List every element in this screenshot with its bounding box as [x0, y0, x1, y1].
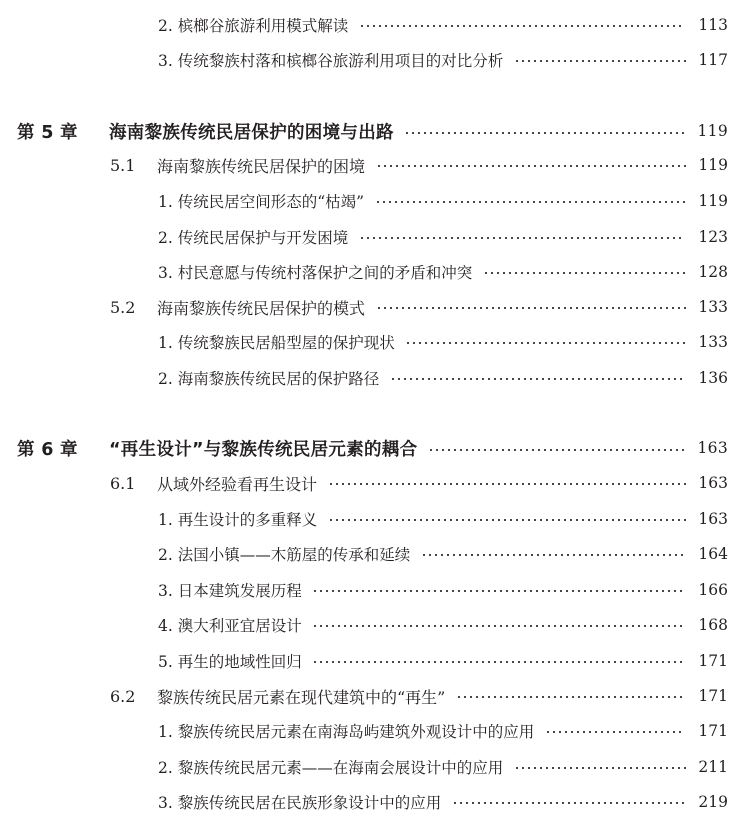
toc-section-5-1[interactable] — [0, 150, 750, 180]
toc-page-number: 211 — [698, 758, 728, 776]
toc-page-number: 163 — [698, 510, 728, 528]
toc-page-number: 119 — [698, 192, 728, 210]
section-number: 5.2 — [110, 297, 136, 317]
toc-page-number: 219 — [698, 793, 728, 811]
toc-leader — [452, 802, 686, 804]
toc-page-number: 119 — [698, 156, 728, 174]
toc-item-title: 2. 黎族传统民居元素——在海南会展设计中的应用 — [158, 759, 504, 777]
toc-page-number: 117 — [698, 51, 728, 69]
toc-item-title: 2. 传统民居保护与开发困境 — [158, 229, 349, 247]
toc-item-title: 3. 黎族传统民居在民族形象设计中的应用 — [158, 794, 442, 812]
toc-item-title: 3. 传统黎族村落和槟榔谷旅游利用项目的对比分析 — [158, 52, 504, 70]
section-number: 5.1 — [110, 155, 136, 175]
toc-leader — [514, 60, 688, 62]
toc-section-6-2[interactable] — [0, 681, 750, 711]
toc-item-title: 1. 传统黎族民居船型屋的保护现状 — [158, 334, 395, 352]
toc-item[interactable] — [0, 787, 750, 817]
toc-item-title: 1. 黎族传统民居元素在南海岛屿建筑外观设计中的应用 — [158, 723, 535, 741]
toc-leader — [405, 342, 687, 344]
toc-item[interactable] — [0, 504, 750, 534]
toc-leader — [312, 590, 684, 592]
toc-leader — [375, 201, 687, 203]
toc-page-number: 163 — [698, 474, 728, 492]
toc-item[interactable] — [0, 222, 750, 252]
toc-page-number: 171 — [698, 687, 728, 705]
section-number: 6.1 — [110, 473, 136, 493]
toc-leader — [404, 132, 686, 134]
toc-leader — [312, 625, 684, 627]
toc-chapter-6[interactable] — [0, 433, 750, 463]
toc-page-number: 128 — [698, 263, 728, 281]
toc-item[interactable] — [0, 327, 750, 357]
toc-item-title: 4. 澳大利亚宜居设计 — [158, 617, 302, 635]
toc-item[interactable] — [0, 10, 750, 40]
section-title: 黎族传统民居元素在现代建筑中的“再生” — [157, 687, 446, 707]
toc-leader — [359, 237, 683, 239]
toc-page-number: 168 — [698, 616, 728, 634]
toc-page-number: 171 — [698, 722, 728, 740]
toc-item[interactable] — [0, 716, 750, 746]
toc-page-number: 163 — [697, 439, 728, 457]
toc-leader — [545, 731, 683, 733]
toc-leader — [328, 519, 688, 521]
toc-leader — [376, 307, 688, 309]
toc-item-title: 5. 再生的地域性回归 — [158, 653, 302, 671]
toc-item[interactable] — [0, 752, 750, 782]
chapter-title: “再生设计”与黎族传统民居元素的耦合 — [109, 439, 418, 460]
toc-leader — [359, 25, 683, 27]
toc-item[interactable] — [0, 575, 750, 605]
toc-page-number: 133 — [698, 298, 728, 316]
toc-item[interactable] — [0, 646, 750, 676]
toc-item-title: 2. 法国小镇——木筋屋的传承和延续 — [158, 546, 411, 564]
toc-item[interactable] — [0, 45, 750, 75]
section-title: 海南黎族传统民居保护的模式 — [157, 298, 366, 318]
toc-leader — [514, 767, 688, 769]
toc-section-6-1[interactable] — [0, 468, 750, 498]
toc-leader — [376, 165, 688, 167]
toc-section-5-2[interactable] — [0, 292, 750, 322]
toc-leader — [312, 661, 684, 663]
toc-leader — [483, 272, 687, 274]
chapter-title: 海南黎族传统民居保护的困境与出路 — [109, 122, 394, 143]
toc-chapter-5[interactable] — [0, 116, 750, 146]
toc-item[interactable] — [0, 610, 750, 640]
chapter-number: 第 6 章 — [17, 439, 78, 460]
toc-page-number: 136 — [698, 369, 728, 387]
toc-item-title: 1. 再生设计的多重释义 — [158, 511, 318, 529]
toc-item[interactable] — [0, 186, 750, 216]
toc-leader — [390, 378, 684, 380]
toc-item[interactable] — [0, 363, 750, 393]
toc-page-number: 164 — [698, 545, 728, 563]
toc-item-title: 2. 海南黎族传统民居的保护路径 — [158, 370, 380, 388]
toc-item-title: 3. 村民意愿与传统村落保护之间的矛盾和冲突 — [158, 264, 473, 282]
toc-page-number: 166 — [698, 581, 728, 599]
toc-leader — [456, 696, 684, 698]
toc-item[interactable] — [0, 539, 750, 569]
toc-item-title: 3. 日本建筑发展历程 — [158, 582, 302, 600]
toc-item-title: 1. 传统民居空间形态的“枯竭” — [158, 193, 365, 211]
section-number: 6.2 — [110, 686, 136, 706]
toc-page-number: 123 — [698, 228, 728, 246]
toc-leader — [428, 449, 686, 451]
toc-page-number: 113 — [698, 16, 728, 34]
section-title: 从域外经验看再生设计 — [157, 474, 318, 494]
chapter-number: 第 5 章 — [17, 122, 78, 143]
toc-item-title: 2. 槟榔谷旅游利用模式解读 — [158, 17, 349, 35]
section-title: 海南黎族传统民居保护的困境 — [157, 156, 366, 176]
toc-item[interactable] — [0, 257, 750, 287]
toc-page-number: 171 — [698, 652, 728, 670]
toc-page-number: 119 — [697, 122, 728, 140]
toc-leader — [328, 483, 688, 485]
toc-leader — [421, 554, 685, 556]
toc-page-number: 133 — [698, 333, 728, 351]
